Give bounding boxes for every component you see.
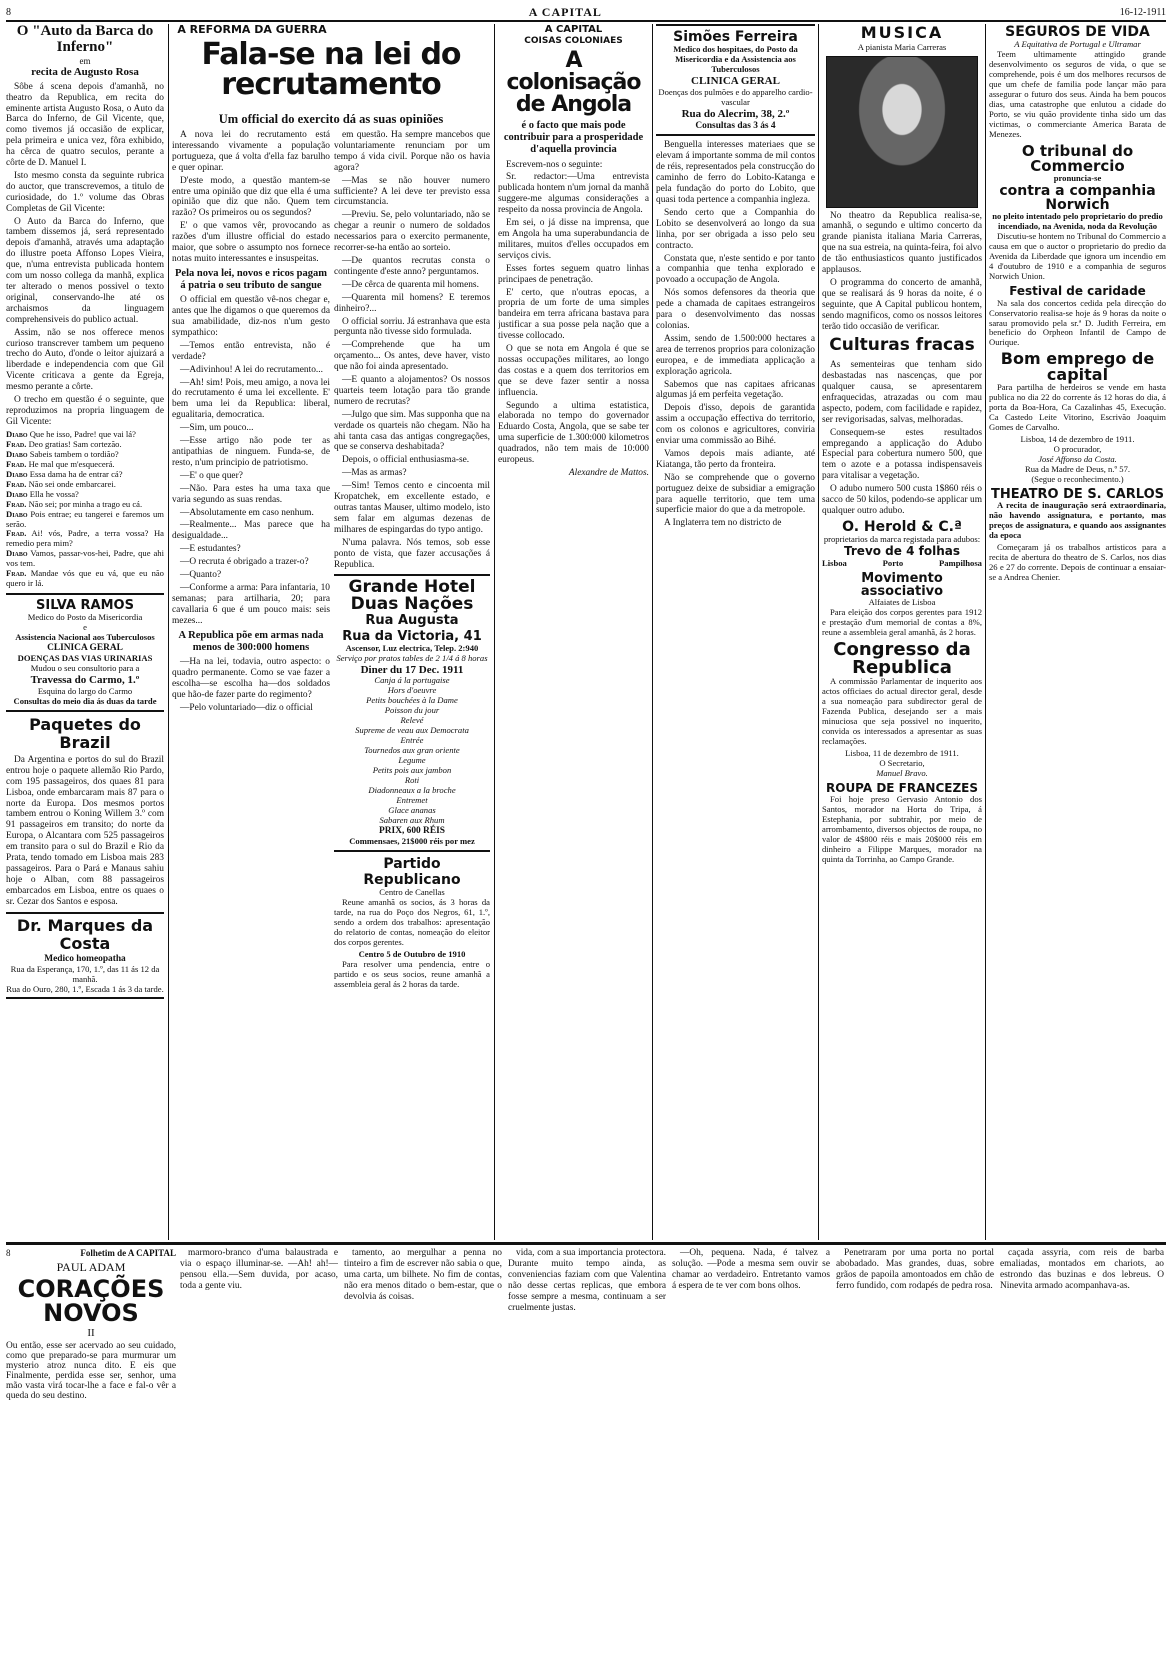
war-sub2: Pela nova lei, novos e ricos pagam á patria o seu tributo de sangue: [175, 267, 327, 292]
issue-date: 16-12-1911: [1119, 6, 1166, 18]
angola-title: A colonisação de Angola: [506, 48, 641, 118]
folhetim-col: Penetraram por uma porta no portal abobadado. Mas grandes, duas, sobre grãos de papoila amontoados em chão de ferro fundido, com rodapés de pedra rosa.: [836, 1248, 994, 1291]
culturas-title: Culturas fracas: [829, 335, 975, 356]
auto-para: Isto mesmo consta da seguinte rubrica do auctor, que transcrevemos, a titulo de curiosidade, do 1.º volume das Obras Completas de Gil Vicente:: [6, 170, 164, 214]
war-sub3: A Republica põe em armas nada menos de 300:000 homens: [178, 629, 324, 653]
paquetes-title: Paquetes do Brazil: [29, 714, 141, 753]
pianist-photo: [826, 56, 978, 208]
war-title: Fala-se na lei do recrutamento: [201, 37, 461, 102]
auto-sub2: recita de Augusto Rosa: [31, 65, 139, 78]
musica-title: MUSICA: [860, 24, 944, 42]
column-simoes: Simões Ferreira Medico dos hospitaes, do Posto da Misericordia e da Assistencia aos Tuberculosos CLINICA GERAL Doenças dos pulmões e do apparelho cardio-vascular Rua do Alecrim, 38, 2.º Consultas das 3 ás 4 Benguella interesses materiaes que se elevam á importante somma de mil contos de réis, representados pela construcção do caminho de ferro do Lobito-Katanga e pela fundação do porto do Lobito, que quasi toda pertence a companhia ingleza. Sendo certo que a Companhia do Lobito se desenvolverá ao longo da sua linha, por ser obrigada a isso pelo seu contracto. Constata que, n'este sentido e por tanto a companhia que tenha explorado e povoado a occupação de Angola. Nós somos defensores da theoria que pede a chamada de capitaes estrangeiros para o desenvolvimento das nossas colonias. Assim, sendo de 1.500:000 hectares a area de terrenos proprios para colonização europea, e de immediata applicação a exploração agricola. Sabemos que nas capitaes africanas algumas já em perfeita vegetação. Depois d'isso, depois de garantida assim a occupação effectiva do territorio, com os colonos e agricultores, conviria enviar uma commissão ao Bihé. Vamos depois mais adiante, até Kiatanga, tão perto da fronteira. Não se comprehende que o governo portuguez deixe de subsidiar a emigração para aquelle territorio, que tem uma superficie maior do que a da metropole. A Inglaterra tem no districto de: [656, 24, 815, 1240]
simoes-ad: Simões Ferreira Medico dos hospitaes, do Posto da Misericordia e da Assistencia aos Tuberculosos CLINICA GERAL Doenças dos pulmões e do apparelho cardio-vascular Rua do Alecrim, 38, 2.º Consultas das 3 ás 4: [656, 24, 815, 136]
war-kicker: A REFORMA DA GUERRA: [177, 24, 327, 36]
folhetim-col: marmoro-branco d'uma balaustrada e via o espaço illuminar-se. —Ah! ah!—pensou ella.—Sem duvida, por acaso, toda a gente viu.: [180, 1248, 338, 1291]
marques-ad: Dr. Marques da Costa Medico homeopatha Rua da Esperança, 170, 1.º, das 11 ás 12 da manhã. Rua do Ouro, 280, 1.º, Escada 1 ás 3 da tarde.: [6, 912, 164, 1000]
column-musica: MUSICA A pianista Maria Carreras No theatro da Republica realisa-se, amanhã, o segundo e ultimo concerto da grande pianista italiana Maria Carreras, que na sua estreia, na quinta-feira, foi alvo de tão enthusiasticos quanto justificados applausos. O programma do concerto de amanhã, que se realisará ás 9 horas da noite, é o seguinte, que A Capital publicou hontem, sendo magnificos, como os nossos leitores terão tido occasião de verificar. Culturas fracas As sementeiras que tenham sido desbastadas nas nascenças, que por qualquer causa, se apresentarem enfraquecidas, atrazadas ou com mau aspecto, podem, com facilidade e rapidez, ser revigorisadas, salvas, melhoradas. Consequem-se estes resultados empregando a applicação do Adubo Especial para cobertura numero 500, que tem o azote e a potassa indispensaveis para vitalisar a vegetação. O adubo numero 500 custa 1$860 réis o sacco de 50 kilos, podendo-se applicar um qualquer outro adubo. O. Herold & C.ª proprietarios da marca registada para adubos: Trevo de 4 folhas Lisboa Porto Pampilhosa Movimento associativo Alfaiates de Lisboa Para eleição dos corpos gerentes para 1912 e prestação d'um memorial de contas a 8%, reune a assembleia geral amanhã, ás 2 horas. Congresso da Republica A commissão Parlamentar de inquerito aos actos officiaes do actual director geral, desde a sua nomeação para subdirector geral de Fazenda Publica, desejando ser a mais minuciosa que seja possivel no inquerito, convida os interessados a apresentar as suas reclamações. Lisboa, 11 de dezembro de 1911. O Secretario, Manuel Bravo. ROUPA DE FRANCEZES Foi hoje preso Gervasio Antonio dos Santos, morador na Horta do Tripa, á Estephania, por subtrahir, por meio de arrombamento, diversos objectos de roupa, no valor de 4$800 réis e mais 20$000 réis em dinheiro a Filippe Marques, morador na quinta da Torrinha, ao Campo Grande.: [822, 24, 982, 865]
congresso-title: Congresso da Republica: [833, 638, 971, 678]
silva-ramos-ad: SILVA RAMOS Medico do Posto da Misericordia e Assistencia Nacional aos Tuberculosos CLINICA GERAL DOENÇAS DAS VIAS URINARIAS Mudou o seu consultorio para a Travessa do Carmo, 1.º Esquina do largo do Carmo Consultas do meio dia ás duas da tarde: [6, 593, 164, 712]
page-number: 8: [6, 6, 11, 18]
auto-sub1: em: [79, 55, 91, 66]
auto-para: Sôbe á scena depois d'amanhã, no theatro da Republica, em recita do eminente artista Augusto Rosa, o Auto da Barca do Inferno, de Gil Vicente, que, como tivemos já occasião de explicar, pela primeira e unica vez, fôra exhibido, ha cêrca de quatro seculos, perante a côrte de D. Manuel I.: [6, 81, 164, 169]
folhetim-col: caçada assyria, com reis de barba emaliadas, montados em chariots, ao estrondo das buzinas e dos lebreus. O Ninevita armado acompanhava-as.: [1000, 1248, 1164, 1291]
hotel-menu: Canja á la portugaise Hors d'oeuvre Petits bouchées à la Dame Poisson du jour Relevé Supreme de veau aux Democrata Entrée Tournedos aux gran oriente Legume Petits pois aux jambon Roti Diadonneaux a la broche Entremet Glace ananas Sabaren aux Rhum: [355, 675, 469, 825]
folhetim-col: tamento, ao mergulhar a penna no tinteiro a fim de escrever não sabia o que, uma carta, um bilhete. No fim de contas, não era menos ditado o bem-estar, que o devolvia ás coisas.: [344, 1248, 502, 1302]
auto-para: O Auto da Barca do Inferno, que tambem dissemos já, será representado depois d'amanhã, através uma adaptação do illustre poeta Affonso Lopes Vieira, que, n'uma entrevista publicada hontem com um nosso collega da manhã, explica ter alterado o menos possivel o texto original, conservando-lhe até os archaismos da linguagem comprehensiveis do publico actual.: [6, 216, 164, 325]
column-angola: A CAPITAL COISAS COLONIAES A colonisação de Angola é o facto que mais pode contribuir para a prosperidade d'aquella provincia Escrevem-nos o seguinte: Sr. redactor:—Uma entrevista publicada hontem n'um jornal da manhã suggere-me algumas considerações a respeito da nossa provincia de Angola. Em sei, o já disse na imprensa, que em Angola ha uma superabundancia de militares, muitos d'elles occupados em serviços civis. Esses fortes seguem quatro linhas principaes de penetração. E' certo, que n'outras epocas, a propria de um forte de uma simples bandeira em terra africana bastava para justificar a sua posse pela nação que a tivesse collocado. O que se nota em Angola é que se nossas occupações militares, ao longo das costas e a quem dos territorios em que se deve fazer sentir a nossa influencia. Segundo a ultima estatistica, elaborada no tempo do governador Eduardo Costa, Angola, que se sabe ter uma superficie de 1.300:000 kilometros quadrados, não tem mais de 10:000 europeus. Alexandre de Mattos.: [498, 24, 649, 479]
newspaper-name: A CAPITAL: [528, 4, 602, 19]
angola-signature: Alexandre de Mattos.: [568, 468, 649, 479]
column-theatre: [6, 24, 164, 1240]
war-body-a: A nova lei do recrutamento está interessando vivamente a população portugueza, que á volta d'ella faz barulho e quer opinar. D'este modo, a questão mantem-se entre uma opinião que diz que ella é uma opinião que diz que não. Quem tem razão? Os primeiros ou os segundos? E' o que vamos vêr, provocando as razões d'um illustre official do estado maior, que sobre o assumpto nos fornece notas muito interessantes e insuspeitas. Pela nova lei, novos e ricos pagam á patria o seu tributo de sangue O official em questão vê-nos chegar e, antes que lhe digamos o que queremos da sua amabilidade, diz-nos n'um gesto sympathico: —Temos então entrevista, não é verdade? —Adivinhou! A lei do recrutamento... —Ah! sim! Pois, meu amigo, a nova lei do recrutamento é uma lei excellente. E' bem uma lei da Republica: liberal, egualitaria, democratica. —Sim, um pouco... —Esse artigo não pode ter as antipathias de ninguem. Funda-se, de resto, n'um principio de patriotismo. —E' o que quer? —Não. Para estes ha uma taxa que varia segundo as suas rendas. —Absolutamente em caso nenhum. —Realmente... Mas parece que ha desigualdade... —E estudantes? —O recruta é obrigado a trazer-o? —Quanto? —Conforme a arma: Para infantaria, 10 semanas; para artilharia, 20; para cavallaria 6 que é um pouco mais: seis mezes... A Republica põe em armas nada menos de 300:000 homens —Ha na lei, todavia, outro aspecto: o quadro permanente. Como se vae fazer a escolha—se escolha ha—dos soldados que hão-de fazer parte do regimento? —Pelo voluntariado—diz o official: [172, 130, 330, 713]
auto-para: O trecho em questão é o seguinte, que reproduzimos na propria linguagem de Gil Vicente:: [6, 395, 164, 427]
war-subtitle: Um official do exercito dá as suas opiniões: [218, 112, 444, 126]
folhetim-col: —Oh, pequena. Nada, é talvez a solução. —Pode a mesma sem ouvir se chamar ao verdadeiro. Entretanto vamos á espera de te ver com bons olhos.: [672, 1248, 830, 1291]
masthead: [6, 4, 1166, 22]
auto-title: O "Auto da Barca do Inferno": [16, 24, 154, 55]
column-seguros: SEGUROS DE VIDA A Equitativa de Portugal e Ultramar Teem ultimamente attingido grande desenvolvimento os seguros de vida, o que se comprehende, pois é um dos melhores recursos de que um chefe de familia pode lançar mão para assegurar o futuro dos seus. Ainda ha bem poucos dias, uma catastrophe que enlutou a cidade do Porto, se viu quão providente tinha sido um das victimas, o commerciante America Barata de Menezes. O tribunal do Commercio pronuncia-se contra a companhia Norwich no pleito intentado pelo proprietario do predio incendiado, na Avenida, noda da Revolução Discutiu-se hontem no Tribunal do Commercio a causa em que o auctor o proprietario do predio da Avenida da Liberdade que ignora um incendio em 4 d'outubro de 1910 e a companhia de seguros Norwich Union. Festival de caridade Na sala dos concertos cedida pela direcção do Conservatorio realisa-se hoje ás 9 horas da noite o sarau promovido pela sr.ª D. Judith Ferreira, em beneficio do Orpheon Infantil de Campo de Ourique. Bom emprego de capital Para partilha de herdeiros se vende em hasta publica no dia 22 do corrente ás 12 horas do dia, á porta da Boa-Hora, Ca Cazalinhas 45, Execução. Ca Castedo Leite Vitorino, Escrivão Joaquim Gomes de Carvalho. Lisboa, 14 de dezembro de 1911. O procurador, José Affonso da Costa. Rua da Madre de Deus, n.º 57. (Segue o reconhecimento.) THEATRO DE S. CARLOS A recita de inauguração será extraordinaria, não havendo assignatura, e portanto, mas preços de assignatura, e quando aos assignantes da epoca Começaram já os trabalhos artisticos para a recita de abertura do theatro de S. Carlos, nos dias 26 e 27 do corrente. Depois de continuar a ensaiar-se a Andrea Chenier.: [989, 24, 1166, 582]
partido-title: Partido Republicano: [363, 855, 461, 888]
paquetes-text: Da Argentina e portos do sul do Brazil entrou hoje o paquete allemão Rio Pardo, com 195 passageiros, dos quaes 81 para Lisboa, onde embarcaram mais 87 para o norte da Europa. Dos mesmos portos tambem entrou o Koning Willem 3.º com 91 passageiros em transito; do norte da Europa, o Alcantara com 525 passageiros em transito para o sul do Brazil e Rio da Prata, tendo tomado em Lisboa mais 283 passageiros. Para o Pará e Manaus sahiu hoje o Alban, com 88 passageiros embarcados em Lisboa, entre os quaes o sr. Cezar dos Santos e esposa.: [6, 754, 164, 907]
folhetim-rule: [6, 1242, 1166, 1245]
war-body-b: em questão. Ha sempre mancebos que voluntariamente renunciam por um tempo á vida civil. Porque não os havia agora? —Mas se não houver numero sufficiente? A lei deve ter previsto essa circumstancia. —Previu. Se, pelo voluntariado, não se chegar a reunir o numero de soldados necessarios para o exercito permanente, recorrer-se-ha então ao sorteio. —De quantos recrutas consta o contingente d'este anno? perguntamos. —De cêrca de quarenta mil homens. —Quarenta mil homens? E teremos dinheiro?... O official sorriu. Já estranhava que esta pergunta não tivesse sido formulada. —Comprehende que ha um orçamento... Os antes, deve haver, visto que não foi ainda apresentado. —E quanto a alojamentos? Os nossos quarteis teem lotação para tão grande numero de recrutas? —Julgo que sim. Mas supponha que na verdade os quarteis não chegam. Não ha ahi tanta casa das antigas congregações, que se conserva deshabitada? Depois, o official enthusiasma-se. —Mas as armas? —Sim! Temos cento e cincoenta mil Kropatchek, em excellente estado, e outras tantas Mauser, ultimo modelo, isto sem falar em algumas dezenas de milhares de espingardas do typo antigo. N'uma palavra. Nós temos, sob esse ponto de vista, que fazer accusações á Republica. Grande Hotel Duas Nações Rua Augusta Rua da Victoria, 41 Ascensor, Luz electrica, Telep. 2:940 Serviço por pratos tables de 2 1/4 á 8 horas Diner du 17 Dec. 1911 Canja á la portugaise Hors d'oeuvre Petits bouchées à la Dame Poisson du jour Relevé Supreme de veau aux Democrata Entrée Tournedos aux gran oriente Legume Petits pois aux jambon Roti Diadonneaux a la broche Entremet Glace ananas Sabaren aux Rhum PRIX, 600 RÉIS Commensaes, 21$000 réis por mez Partido Republicano Centro de Canellas Reune amanhã os socios, ás 3 horas da tarde, na rua do Poço dos Negros, 61, 1.º, sendo a ordem dos trabalhos: apresentação do relatorio de contas, nomeação do eleitor dos corpos gerentes. Centro 5 de Outubro de 1910 Para resolver uma pendencia, entre o partido e os seus socios, reune amanhã a assembleia geral ás 2 horas da tarde.: [334, 130, 490, 989]
hotel-ad: Grande Hotel Duas Nações Rua Augusta Rua da Victoria, 41 Ascensor, Luz electrica, Telep. 2:940 Serviço por pratos tables de 2 1/4 á 8 horas Diner du 17 Dec. 1911 Canja á la portugaise Hors d'oeuvre Petits bouchées à la Dame Poisson du jour Relevé Supreme de veau aux Democrata Entrée Tournedos aux gran oriente Legume Petits pois aux jambon Roti Diadonneaux a la broche Entremet Glace ananas Sabaren aux Rhum PRIX, 600 RÉIS Commensaes, 21$000 réis por mez: [334, 574, 490, 851]
auto-dialog: Diabo Que he isso, Padre! que vai lá? Frad. Deo gratias! Sam cortezão. Diabo Sabeis tambem o tordião? Frad. He mal que m'esquecerá. Diabo Essa dama ha de entrar cá? Frad. Não sei onde embarcarei. Diabo Ella he vossa? Frad. Não sei; por minha a trago eu cá. Diabo Pois entrae; eu tangerei e faremos um serão. Frad. Ai! vós, Padre, a terra vossa? Ha remedio pera mim? Diabo Vamos, passar-vos-hei, Padre, que ahi vos tem. Frad. Mandae vós que eu vá, que eu não quero ir lá.: [6, 428, 164, 589]
folhetim-header: 8 Folhetim de A CAPITAL PAUL ADAM CORAÇÕES NOVOS II Ou então, esse ser acervado ao seu cuidado, como que preparado-se para murmurar um mysterio atroz nunca dito. E eis que Finalmente, perdida esse ser, senhor, uma mão vasta virá tocar-lhe a face e fal-o vêr a queda do seu destino.: [6, 1248, 176, 1401]
folhetim-col: vida, com a sua importancia protectora. Durante muito tempo ainda, as conveniencias faziam com que Valentina não desse certas replicas, que embora fosse sempre a mesma, continuam a ser cruelmente justas.: [508, 1248, 666, 1313]
auto-para: Assim, não se nos offerece menos curioso transcrever tambem um pequeno trecho do Auto, d'onde o leitor ajuizará a liberdade e independencia com que Gil Vicente criticava a gente da Egreja, mesmo perante a côrte.: [6, 327, 164, 393]
angola-sub: é o facto que mais pode contribuir para a prosperidade d'aquella provincia: [503, 120, 644, 156]
folhetim-title: CORAÇÕES NOVOS: [17, 1275, 165, 1327]
